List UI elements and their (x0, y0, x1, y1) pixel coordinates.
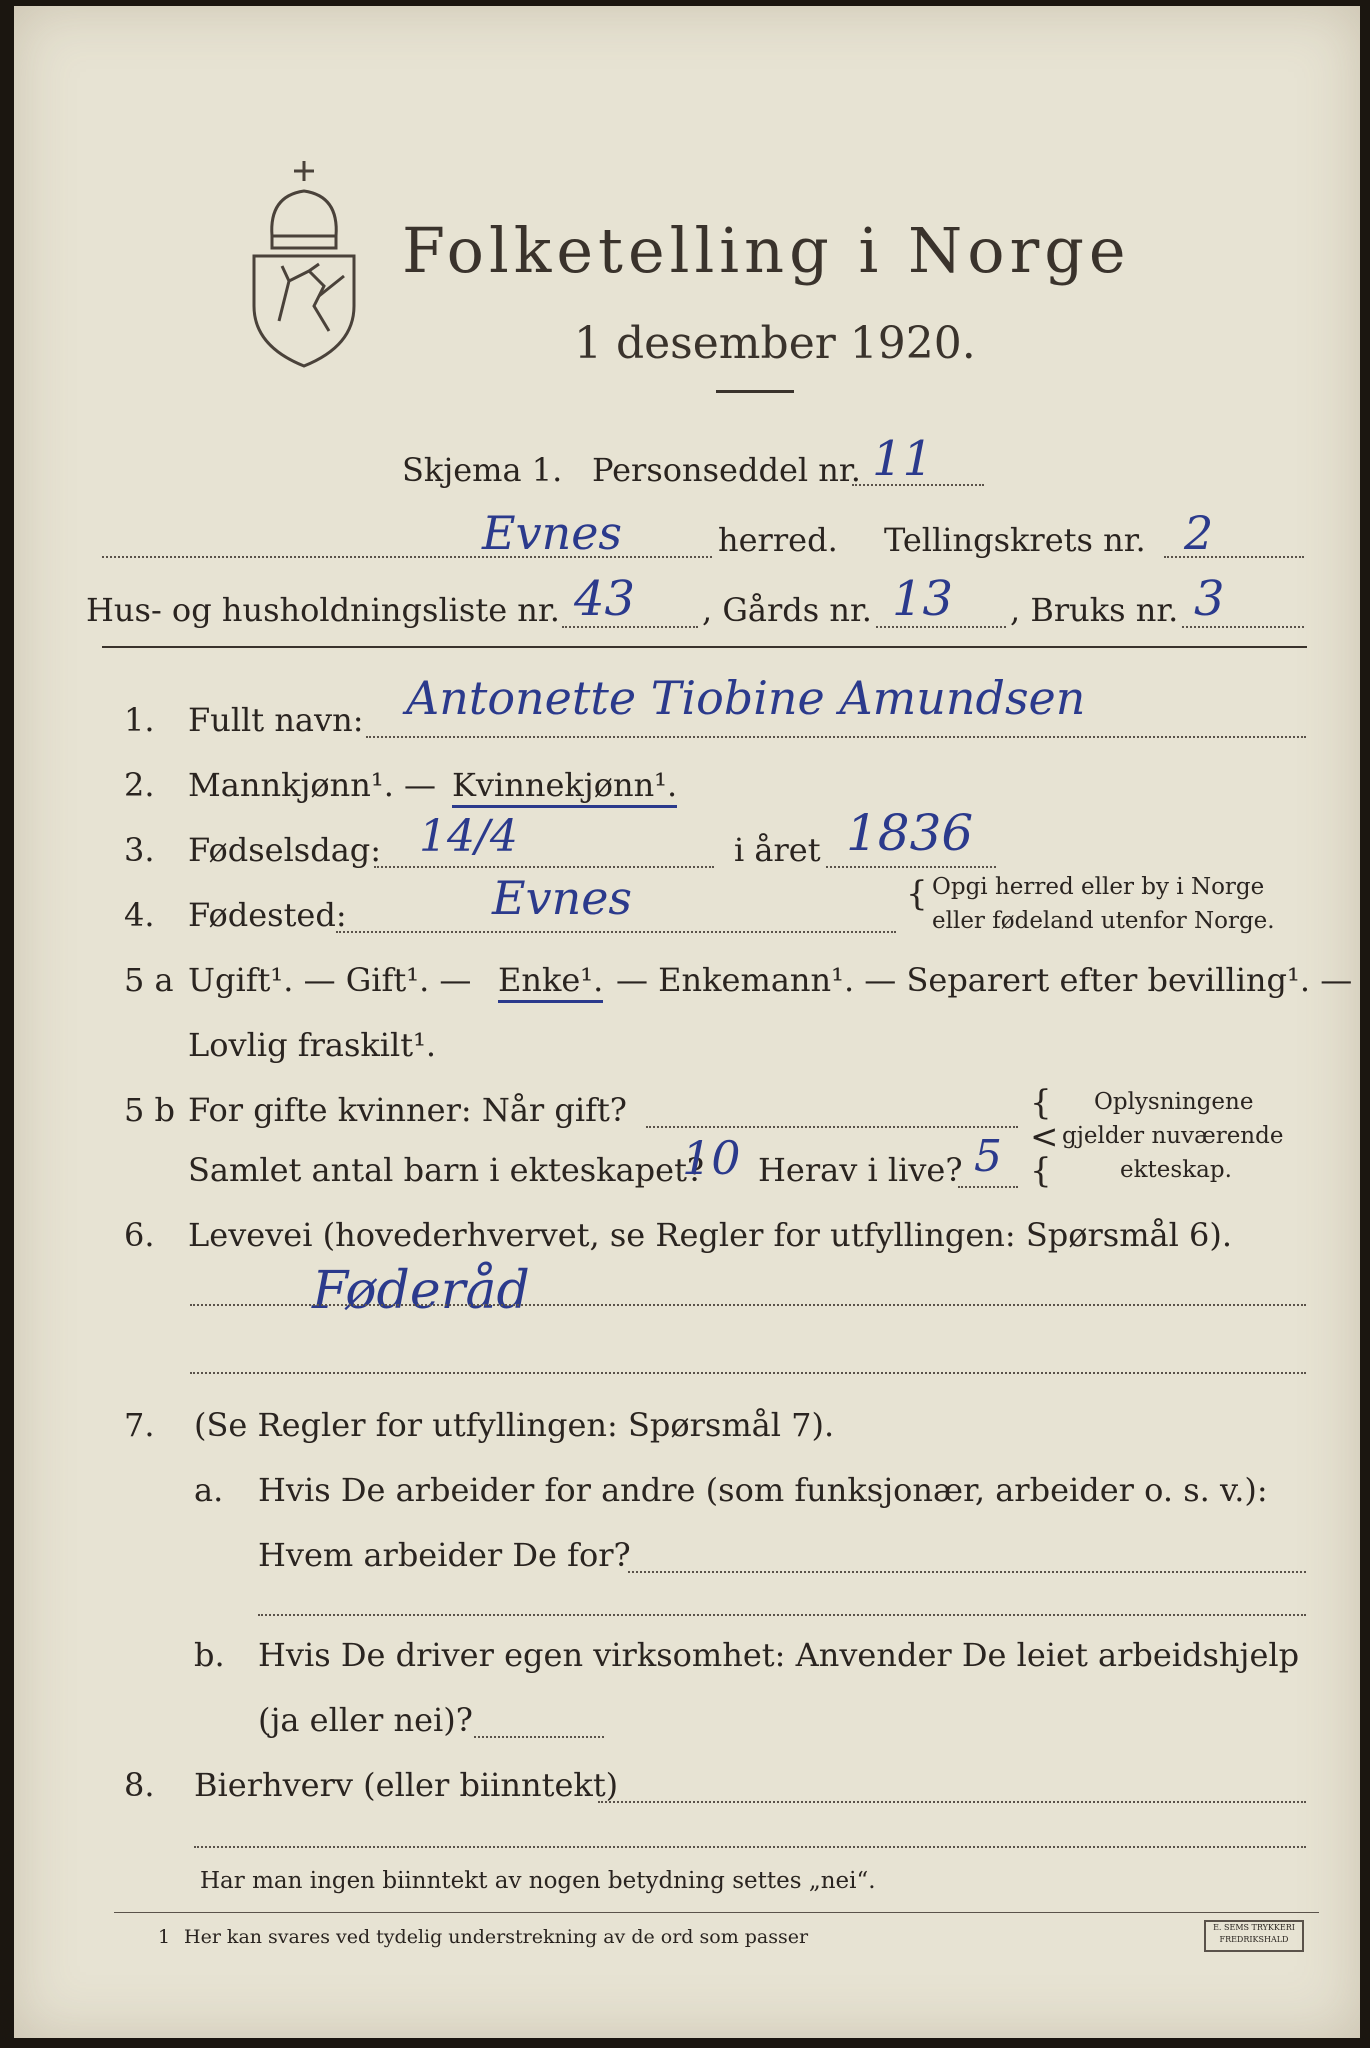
form-date: 1 desember 1920. (574, 318, 976, 369)
q7a-line-2 (258, 1614, 1306, 1616)
q7a-line (628, 1571, 1306, 1573)
census-form (14, 6, 1360, 2038)
q6-number: 6. (124, 1216, 155, 1254)
q5b-note-2: gjelder nuværende (1062, 1123, 1284, 1149)
q7b-label: Hvis De driver egen virksomhet: Anvender De leiet arbeidshjelp (258, 1636, 1300, 1674)
q6-line-1 (190, 1304, 1306, 1306)
q5a-fraskilt: Lovlig fraskilt¹. (188, 1026, 437, 1064)
gards-label: , Gårds nr. (702, 591, 872, 629)
printer-stamp-line-1: E. SEMS TRYKKERI (1213, 1923, 1295, 1932)
q3-number: 3. (124, 831, 155, 869)
q7b-label-2: (ja eller nei)? (258, 1701, 473, 1739)
q5b-live-value: 5 (974, 1131, 1002, 1182)
q6-label: Levevei (hovederhvervet, se Regler for utfyllingen: Spørsmål 6). (188, 1216, 1233, 1254)
q5b-note-3: ekteskap. (1120, 1157, 1232, 1183)
q5a-rest: — Enkemann¹. — Separert efter bevilling¹. — (616, 961, 1353, 999)
q1-line (366, 736, 1306, 738)
footer-note: Har man ingen biinntekt av nogen betydning settes „nei“. (200, 1868, 876, 1894)
q5b-note-1: Oplysningene (1094, 1089, 1254, 1115)
q8-label: Bierhverv (eller biinntekt) (194, 1766, 619, 1804)
tellingskrets-label: Tellingskrets nr. (884, 521, 1146, 559)
q5a-number: 5 a (124, 961, 174, 999)
q4-label: Fødested: (188, 896, 347, 934)
footnote-number: 1 (158, 1926, 171, 1948)
q7-number: 7. (124, 1406, 155, 1444)
q5b-barn-label: Samlet antal barn i ekteskapet? (188, 1151, 705, 1189)
q5b-number: 5 b (124, 1091, 176, 1129)
hus-label: Hus- og husholdningsliste nr. (86, 591, 560, 629)
q1-label: Fullt navn: (188, 701, 364, 739)
q5a-enke: Enke¹. (498, 961, 603, 1003)
herred-value: Evnes (482, 506, 623, 560)
q1-number: 1. (124, 701, 155, 739)
tellingskrets-value: 2 (1184, 506, 1214, 560)
q3-label: Fødselsdag: (188, 831, 382, 869)
q5a-ugift-gift: Ugift¹. — Gift¹. — (188, 961, 472, 999)
q7b-line (474, 1736, 604, 1738)
q5b-brace: { < { (1030, 1083, 1059, 1191)
q4-line (336, 931, 896, 933)
header-rule (102, 646, 1307, 648)
footnote-rule (114, 1912, 1319, 1913)
personseddel-label: Personseddel nr. (592, 451, 861, 489)
herred-label: herred. (718, 521, 838, 559)
printer-stamp-line-2: FREDRIKSHALD (1219, 1935, 1289, 1944)
q2-number: 2. (124, 766, 155, 804)
q5b-label: For gifte kvinner: Når gift? (188, 1091, 627, 1129)
q1-value: Antonette Tiobine Amundsen (406, 671, 1086, 725)
q4-number: 4. (124, 896, 155, 934)
printer-stamp (1204, 1920, 1304, 1952)
q8-line-2 (194, 1846, 1306, 1848)
q2-mann: Mannkjønn¹. — (188, 766, 437, 804)
footnote-text: Her kan svares ved tydelig understrekning av de ord som passer (184, 1926, 809, 1948)
q8-number: 8. (124, 1766, 155, 1804)
q3-line (374, 866, 714, 868)
hus-value: 43 (574, 571, 636, 627)
q2-kvinne: Kvinnekjønn¹. (452, 766, 677, 808)
gards-value: 13 (892, 571, 954, 627)
form-title: Folketelling i Norge (402, 214, 1131, 287)
q7a-label-2: Hvem arbeider De for? (258, 1536, 631, 1574)
q3-year: 1836 (846, 804, 974, 862)
q7a-letter: a. (194, 1471, 224, 1509)
title-rule (716, 390, 794, 393)
q5b-live-label: Herav i live? (758, 1151, 963, 1189)
q4-value: Evnes (492, 871, 633, 925)
q7b-letter: b. (194, 1636, 225, 1674)
q4-brace: { (906, 874, 928, 914)
q4-note-2: eller fødeland utenfor Norge. (932, 908, 1275, 934)
q5b-live-line (958, 1186, 1018, 1188)
q3-year-label: i året (734, 831, 821, 869)
q6-value: Føderåd (312, 1261, 530, 1321)
q3-day: 14/4 (419, 811, 518, 862)
q3-year-line (826, 866, 996, 868)
q7a-label: Hvis De arbeider for andre (som funksjonær, arbeider o. s. v.): (258, 1471, 1268, 1509)
q7-label: (Se Regler for utfyllingen: Spørsmål 7). (194, 1406, 835, 1444)
q4-note-1: Opgi herred eller by i Norge (932, 874, 1265, 900)
skjema-label: Skjema 1. (402, 451, 563, 489)
q5b-barn-value: 10 (682, 1131, 741, 1185)
personseddel-value: 11 (872, 431, 934, 487)
bruks-label: , Bruks nr. (1010, 591, 1179, 629)
bruks-value: 3 (1194, 571, 1225, 627)
q6-line-2 (190, 1372, 1306, 1374)
coat-of-arms-icon (234, 156, 374, 371)
q5b-line (646, 1126, 1018, 1128)
q8-line (598, 1801, 1306, 1803)
